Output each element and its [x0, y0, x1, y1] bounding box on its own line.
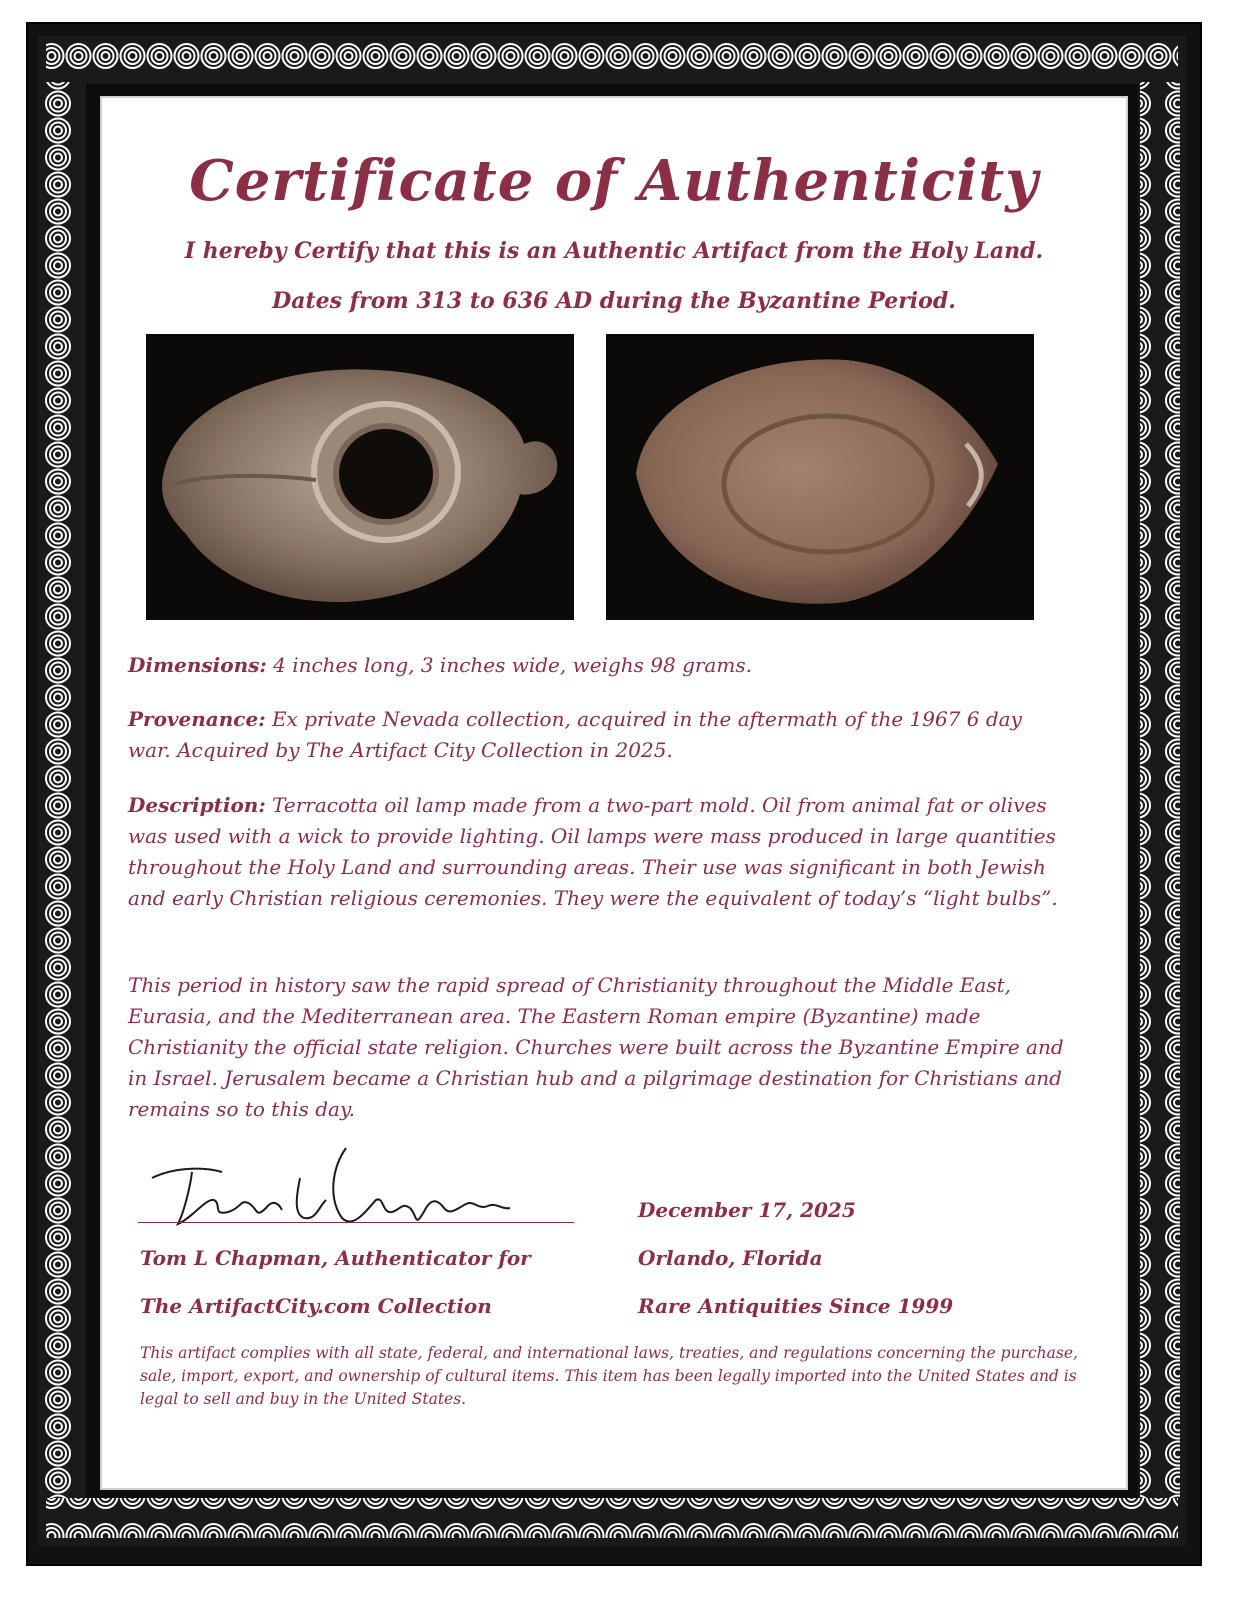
certificate-date: December 17, 2025 — [638, 1198, 856, 1222]
legal-disclaimer: This artifact complies with all state, federal, and international laws, treaties, and regulations concerning the purchase, sale, import, export, and ownership of cultural items. This item has been legally imported into the United States and is legal to sell and buy in the United States. — [140, 1344, 1078, 1408]
collection-name: The ArtifactCity.com Collection — [140, 1294, 492, 1318]
description-text: Terracotta oil lamp made from a two-part mold. Oil from animal fat or olives was used with a wick to provide lighting. Oil lamps were mass produced in large quantities throughout the Holy Land and surrounding areas. Their use was significant in both Jewish and early Christian religious ceremonies. They were the equivalent of today’s “light bulbs”. — [128, 793, 1058, 910]
handwritten-signature — [132, 1138, 582, 1238]
period-statement: Dates from 313 to 636 AD during the Byzantine Period. — [272, 288, 956, 314]
certificate-page — [100, 96, 1128, 1490]
dimensions-text: 4 inches long, 3 inches wide, weighs 98 grams. — [266, 653, 752, 677]
oil-lamp-bottom-icon — [606, 334, 1034, 620]
description-label: Description: — [128, 793, 266, 817]
oil-lamp-bottom-photo — [606, 334, 1034, 620]
oil-lamp-top-photo — [146, 334, 574, 620]
provenance-label: Provenance: — [128, 707, 266, 731]
signature-scribble — [132, 1138, 582, 1238]
dimensions-paragraph — [128, 650, 1068, 681]
company-tagline: Rare Antiquities Since 1999 — [638, 1294, 954, 1318]
certify-statement: I hereby Certify that this is an Authentic Artifact from the Holy Land. — [184, 238, 1044, 264]
oil-lamp-top-icon — [146, 334, 574, 620]
provenance-text: Ex private Nevada collection, acquired in the aftermath of the 1967 6 day war. Acquired by The Artifact City Collection in 2025. — [128, 707, 1022, 762]
provenance-paragraph — [128, 704, 1068, 766]
history-paragraph: This period in history saw the rapid spread of Christianity throughout the Middle East, Eurasia, and the Mediterranean area. The Eastern Roman empire (Byzantine) made Christianity the official state religion. Churches were built across the Byzantine Empire and in Israel. Jerusalem became a Christian hub and a pilgrimage destination for Christians and remains so to this day. — [128, 973, 1064, 1121]
certificate-title: Certificate of Authenticity — [189, 148, 1039, 214]
description-paragraph — [128, 790, 1068, 914]
authenticator-name: Tom L Chapman, Authenticator for — [140, 1246, 531, 1270]
dimensions-label: Dimensions: — [128, 653, 267, 677]
signature-line — [138, 1222, 574, 1223]
certificate-location: Orlando, Florida — [638, 1246, 823, 1270]
